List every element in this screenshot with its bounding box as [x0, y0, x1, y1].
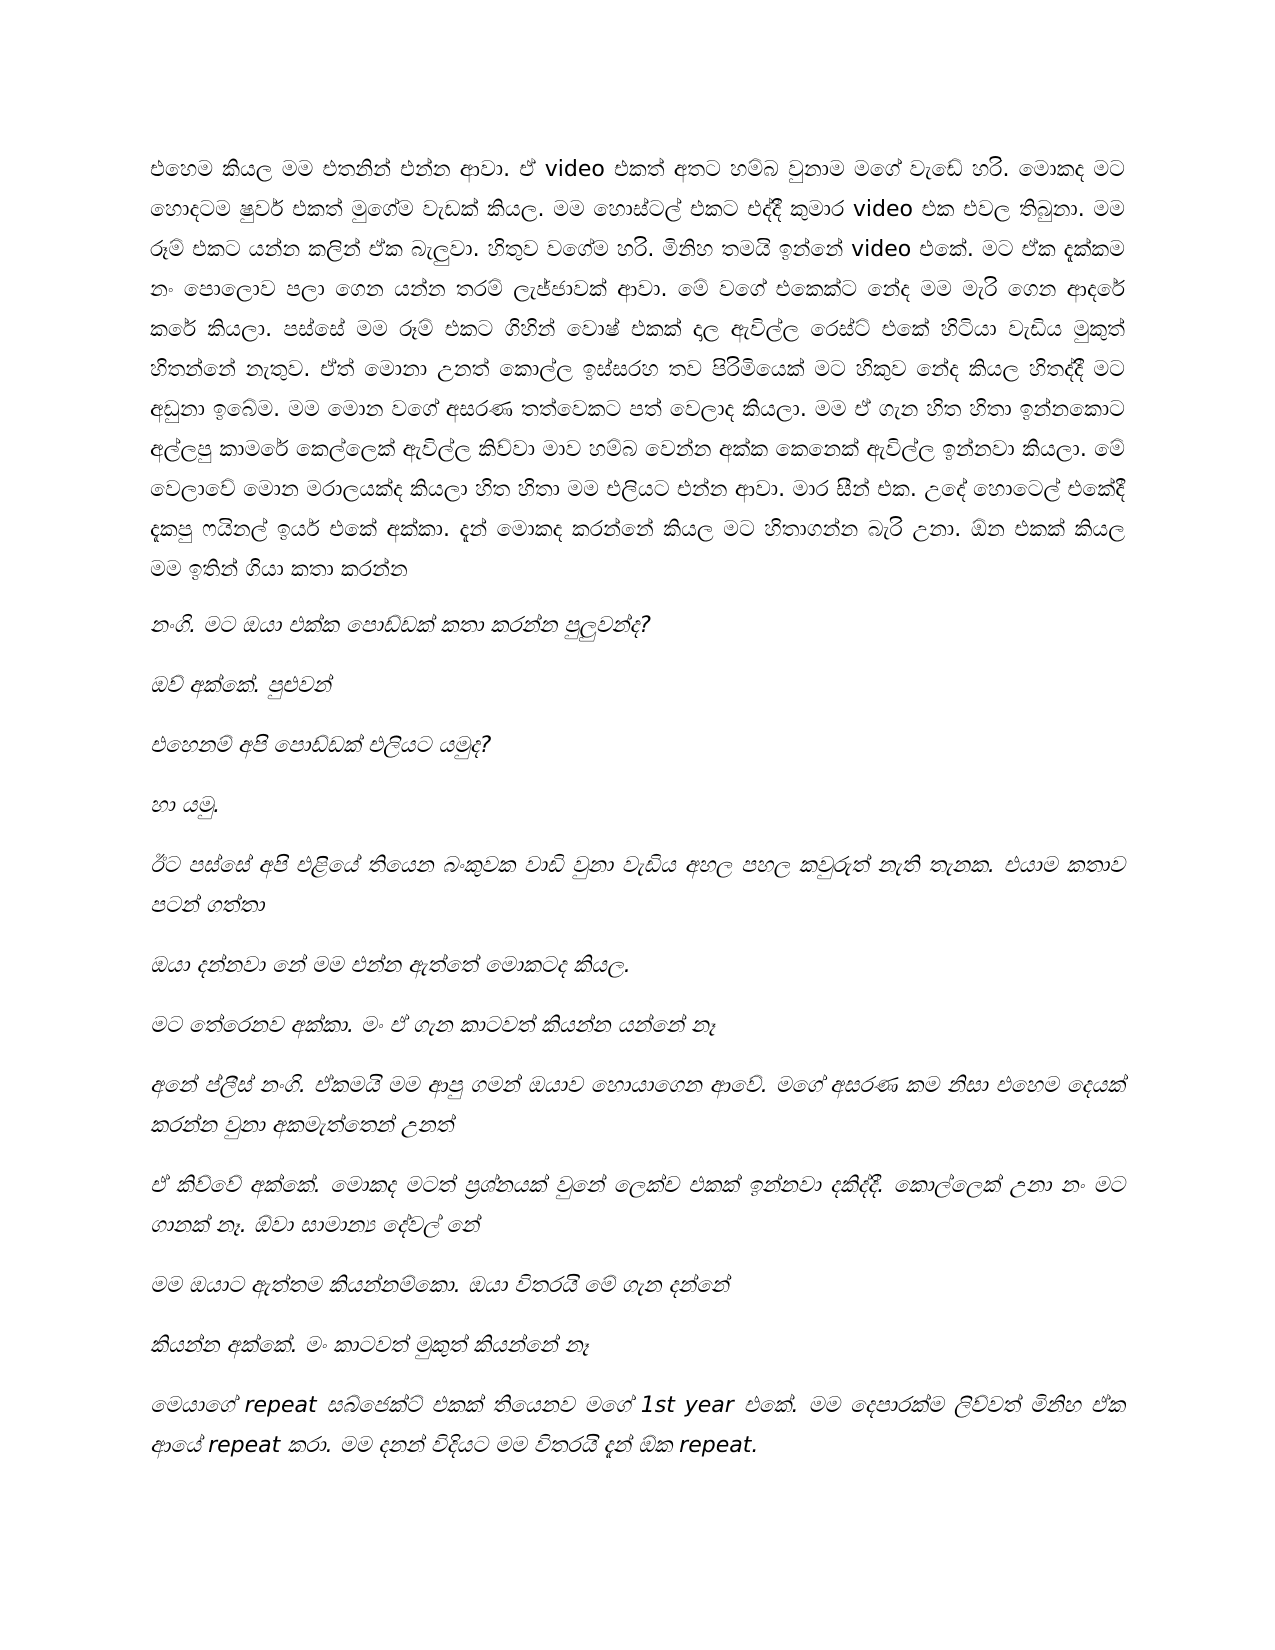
dialogue-section — [150, 606, 1125, 1466]
dialogue-line: කියන්න අක්කේ. මං කාටවත් මුකුත් කියන්නේ නෑ — [150, 1333, 589, 1358]
dialogue-line: ඔයා දන්නවා නේ මම එන්න ඇත්තේ මොකටද කියල. — [150, 953, 631, 978]
dialogue-line: ඒ කිව්වේ අක්කේ. මොකද මටත් ප්‍රශ්නයක් වුනේ ලෙක්ච එකක් ඉන්නවා දකිද්දී. කොල්ලෙක් උනා නං මට ගානක් නෑ. ඕවා සාමාන්‍ය දේවල් නේ — [150, 1173, 1125, 1238]
dialogue-line: ඔව් අක්කේ. පුළුවන් — [150, 673, 331, 698]
dialogue-line: නංගි. මට ඔයා එක්ක පොඩ්ඩක් කතා කරන්න පුලුවන්ද? — [150, 613, 651, 638]
dialogue-line: එහෙනම් අපි පොඩ්ඩක් එලියට යමුද? — [150, 733, 492, 758]
dialogue-line: හා යමු. — [150, 793, 221, 818]
dialogue-line: මට තේරෙනව අක්කා. මං ඒ ගැන කාටවත් කියන්න යන්නේ නෑ — [150, 1013, 715, 1038]
narration-paragraph: එහෙම කියල මම එතනින් එන්න ආවා. ඒ video එකත් අතට හම්බ වුනාම මගේ වැඩේ හරි. මොකද මට හොදටම ෂුවර් එකත් මුගේම වැඩක් කියල. මම හොස්ටල් එකට එද්දී කුමාර video එක එවල තිබුනා. මම රූම් එකට යන්න කලින් ඒක බැලුවා. හිතුව වගේම හරි. මිනිහ තමයි ඉන්නේ video එකේ. මට ඒක දැක්කම නං පොලොව පලා ගෙන යන්න තරම් ලැජ්ජාවක් ආවා. මේ වගේ එකෙක්ට නේද මම මැරි ගෙන ආදරේ කරේ කියලා. පස්සේ මම රූම් එකට ගිහින් වොෂ් එකක් දාල ඇවිල්ල රෙස්ට් එකේ හිටියා වැඩිය මුකුත් හිතන්නේ නැතුව. ඒත් මොනා උනත් කොල්ල ඉස්සරහ තව පිරිමියෙක් මට හිකුව නේද කියල හිතද්දී මට අඩුනා ඉබේම. මම මොන වගේ අසරණ තත්වෙකට පත් වෙලාද කියලා. මම ඒ ගැන හිත හිතා ඉන්නකොට අල්ලපු කාමරේ කෙල්ලෙක් ඇවිල්ල කිව්වා මාව හම්බ වෙන්න අක්ක කෙනෙක් ඇවිල්ල ඉන්නවා කියලා. මේ වෙලාවේ මොන මරාලයක්ද කියලා හිත හිතා මම එලියට එන්න ආවා. මාර සීන් එක. උදේ හොටෙල් එකේදී දැකපු ෆයිනල් ඉයර් එකේ අක්කා. දැන් මොකද කරන්නේ කියල මට හිතාගන්න බැරි උනා. ඕන එකක් කියල මම ඉතින් ගියා කතා කරන්න — [150, 157, 1125, 582]
page-content — [150, 150, 1125, 1486]
dialogue-line: මම ඔයාට ඇත්තම කියන්නම්කො. ඔයා විතරයි මේ ගැන දන්නේ — [150, 1273, 729, 1298]
dialogue-line: මෙයාගේ repeat සබ්ජෙක්ට් එකක් තියෙනව මගේ 1st year එකේ. මම දෙපාරක්ම ලිව්වත් මිනිහ ඒක ආයේ repeat කරා. මම දනන් විදියට මම විතරයි දැන් ඕක repeat. — [150, 1393, 1125, 1458]
dialogue-line: අනේ ප්ලීස් නංගි. ඒකමයි මම ආපු ගමන් ඔයාව හොයාගෙන ආවේ. මගේ අසරණ කම නිසා එහෙම දෙයක් කරන්න වුනා අකමැත්තෙන් උනත් — [150, 1073, 1125, 1138]
dialogue-line: ඊට පස්සේ අපි එළියේ තියෙන බංකුවක වාඩි වුනා වැඩිය අහල පහල කවුරුත් නැති තැනක. එයාම කතාව පටන් ගත්තා — [150, 853, 1125, 918]
